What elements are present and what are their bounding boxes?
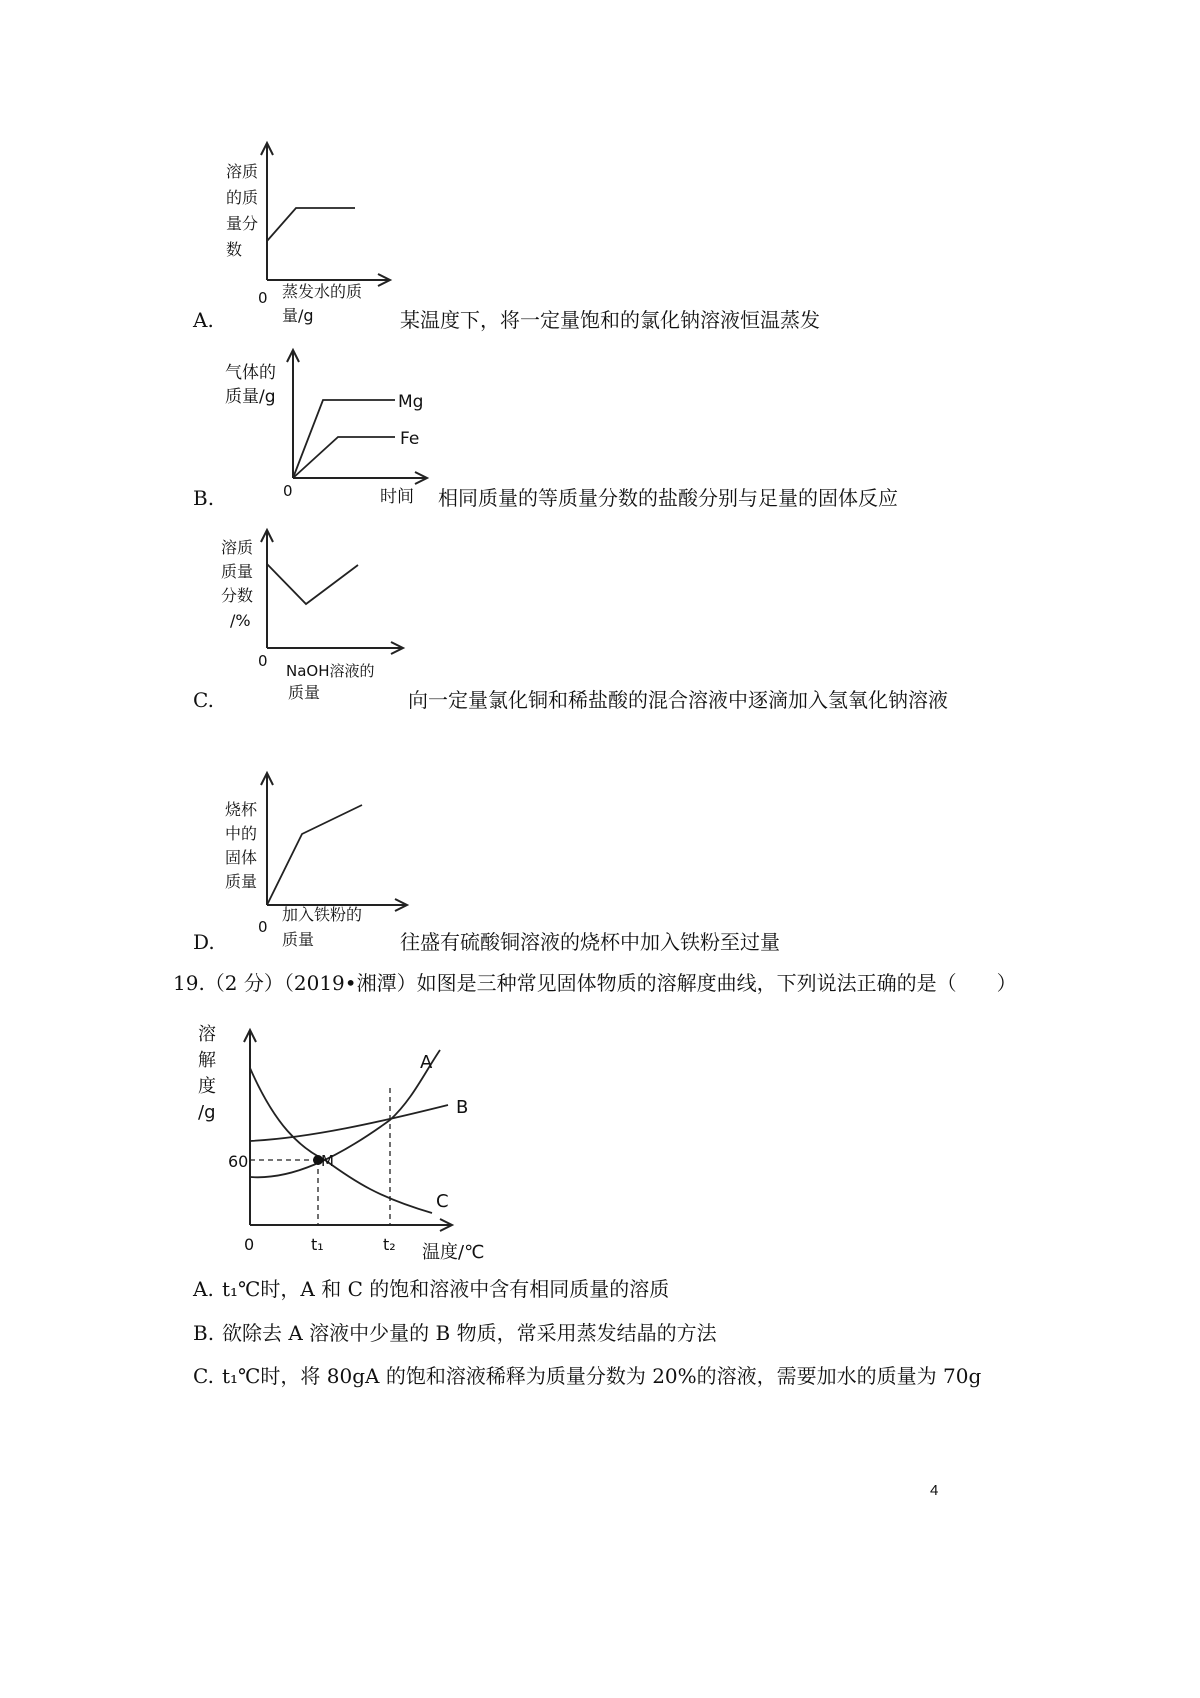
graph-a-x-label-1: 蒸发水的质 — [282, 282, 363, 301]
curve-b-label: B — [456, 1097, 469, 1118]
graph-c-origin: 0 — [258, 652, 268, 670]
solubility-x-tick-t2: t₂ — [383, 1235, 396, 1254]
curve-a-label: A — [420, 1052, 433, 1073]
graph-b-origin: 0 — [283, 482, 293, 500]
graph-d-origin: 0 — [258, 918, 268, 936]
solubility-origin: 0 — [244, 1235, 255, 1254]
solubility-y-label-1: 溶 — [198, 1024, 216, 1045]
graph-d-y-label-2: 中的 — [225, 824, 258, 843]
graph-d-y-label-1: 烧杯 — [225, 800, 258, 819]
page-number: 4 — [930, 1482, 939, 1499]
graph-d — [220, 765, 420, 960]
graph-a-y-label-1: 溶质 — [226, 162, 259, 181]
q19-option-a-letter: A. — [193, 1277, 214, 1301]
graph-a-y-label-3: 量分 — [226, 214, 259, 233]
graph-b-y-label-2: 质量/g — [225, 387, 276, 407]
graph-c-x-label-2: 质量 — [288, 683, 321, 702]
graph-c-y-label-3: 分数 — [221, 586, 254, 605]
graph-b-legend-fe: Fe — [400, 429, 420, 449]
graph-d-x-label-1: 加入铁粉的 — [282, 905, 363, 924]
solubility-y-tick-60: 60 — [228, 1152, 249, 1171]
graph-a-origin: 0 — [258, 289, 268, 307]
q19-option-b-text: 欲除去 A 溶液中少量的 B 物质，常采用蒸发结晶的方法 — [222, 1321, 717, 1345]
solubility-y-label-4: /g — [198, 1102, 216, 1123]
curve-b — [250, 1105, 448, 1141]
graph-b-x-label: 时间 — [380, 487, 414, 507]
graph-d-x-label-2: 质量 — [282, 930, 315, 949]
graph-c-y-label-4: /% — [230, 611, 251, 630]
graph-a — [220, 135, 410, 350]
option-a-text: 某温度下，将一定量饱和的氯化钠溶液恒温蒸发 — [400, 308, 820, 332]
option-d-letter: D. — [193, 930, 215, 954]
curve-c — [250, 1068, 432, 1213]
question-19-stem: 19.（2 分）（2019•湘潭）如图是三种常见固体物质的溶解度曲线，下列说法正确的是（ ） — [173, 971, 1017, 995]
option-b-text: 相同质量的等质量分数的盐酸分别与足量的固体反应 — [438, 486, 898, 510]
option-a-letter: A. — [193, 308, 214, 332]
graph-d-y-label-3: 固体 — [225, 848, 258, 867]
graph-b-y-label-1: 气体的 — [225, 363, 276, 383]
q19-option-c-text: t₁℃时，将 80gA 的饱和溶液稀释为质量分数为 20%的溶液，需要加水的质量为 70g — [222, 1364, 982, 1388]
option-c-text: 向一定量氯化铜和稀盐酸的混合溶液中逐滴加入氢氧化钠溶液 — [408, 688, 948, 712]
solubility-x-tick-t1: t₁ — [311, 1235, 324, 1254]
solubility-x-label: 温度/℃ — [422, 1242, 485, 1263]
graph-c-y-label-1: 溶质 — [221, 538, 254, 557]
q19-option-b-letter: B. — [193, 1321, 215, 1345]
point-m-label: M — [321, 1152, 334, 1170]
graph-b-legend-mg: Mg — [398, 392, 424, 412]
option-b-letter: B. — [193, 486, 215, 510]
graph-c — [218, 520, 418, 710]
solubility-graph — [190, 1010, 500, 1265]
graph-b — [220, 340, 440, 515]
graph-c-y-label-2: 质量 — [221, 562, 254, 581]
graph-d-y-label-4: 质量 — [225, 872, 258, 891]
option-c-letter: C. — [193, 688, 214, 712]
q19-option-c-letter: C. — [193, 1364, 214, 1388]
graph-a-y-label-2: 的质 — [226, 188, 259, 207]
solubility-y-label-3: 度 — [198, 1076, 216, 1097]
solubility-y-label-2: 解 — [198, 1050, 216, 1071]
q19-option-a-text: t₁℃时，A 和 C 的饱和溶液中含有相同质量的溶质 — [222, 1277, 670, 1301]
curve-c-label: C — [436, 1191, 449, 1212]
option-d-text: 往盛有硫酸铜溶液的烧杯中加入铁粉至过量 — [400, 930, 780, 954]
graph-c-x-label-1: NaOH溶液的 — [286, 662, 375, 680]
graph-a-y-label-4: 数 — [226, 240, 243, 259]
graph-a-x-label-2: 量/g — [282, 306, 314, 325]
